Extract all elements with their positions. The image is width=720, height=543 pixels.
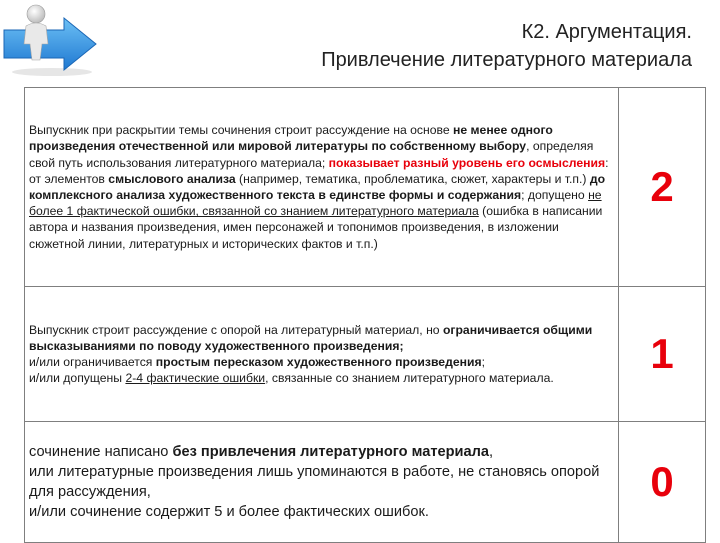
criterion-text-segment: , связанные со знанием литературного материала. — [265, 371, 554, 386]
criterion-description — [25, 422, 619, 543]
criterion-text-segment: или литературные произведения лишь упоминаются в работе, не становясь опорой для рассуждения, — [29, 464, 600, 500]
criterion-text-segment: не менее одного произведения отечественной или мировой литературы по собственному выбору — [29, 123, 553, 154]
page-title — [132, 18, 692, 74]
criterion-text-segment: ограничивается общими высказываниями по поводу художественного произведения; — [29, 322, 593, 353]
criterion-text-segment: без привлечения литературного материала — [172, 444, 489, 460]
criteria-table — [24, 87, 706, 543]
criterion-text-segment: смыслового анализа — [108, 171, 236, 186]
criterion-text-segment: 2-4 фактические ошибки — [125, 371, 266, 386]
criterion-text-segment: , определяя свой путь использования литературного материала; — [29, 139, 594, 170]
criterion-text-segment: и/или ограничивается — [29, 355, 156, 369]
criterion-text-segment: (например, тематика, проблематика, сюжет, характеры и т.п.) — [235, 171, 590, 186]
criterion-text-segment: (ошибка в написании автора и названия произведения, имен персонажей и топонимов произведения, в изложении сюжетной линии, литературных и исторических фактов и т.п.) — [29, 204, 603, 251]
criterion-text-segment: Выпускник при раскрытии темы сочинения строит рассуждение на основе — [29, 123, 453, 138]
criterion-text-segment: и/или допущены — [29, 371, 126, 386]
criterion-text-segment: : от элементов — [29, 155, 609, 186]
criterion-text-segment: простым пересказом художественного произведения — [155, 355, 482, 369]
criterion-text-segment: ; — [481, 355, 485, 369]
criterion-description — [25, 88, 619, 287]
table-row — [25, 287, 706, 422]
person-arrow-icon — [0, 0, 100, 80]
table-row — [25, 422, 706, 543]
score-cell: 0 — [619, 422, 706, 543]
title-line-1: К2. Аргументация. — [521, 21, 692, 43]
score-cell: 2 — [619, 88, 706, 287]
criterion-description — [25, 287, 619, 422]
criterion-text-segment: ; допущено — [521, 188, 589, 202]
criterion-text-segment: не более 1 фактической ошибки, связанной со знанием литературного материала — [29, 188, 602, 219]
criterion-text-segment: и/или сочинение содержит 5 и более фактических ошибок. — [29, 504, 429, 520]
table-row — [25, 88, 706, 287]
criterion-text-segment: сочинение написано — [29, 444, 173, 460]
criterion-text-segment: Выпускник строит рассуждение с опорой на литературный материал, но — [29, 322, 443, 337]
criterion-text-segment: , — [489, 444, 494, 460]
score-cell: 1 — [619, 287, 706, 422]
criterion-text-segment: показывает разный уровень его осмысления — [328, 155, 606, 170]
logo — [0, 0, 100, 80]
title-line-2: Привлечение литературного материала — [321, 49, 692, 71]
criterion-text-segment: до комплексного анализа художественного текста в единстве формы и содержания — [29, 171, 606, 202]
